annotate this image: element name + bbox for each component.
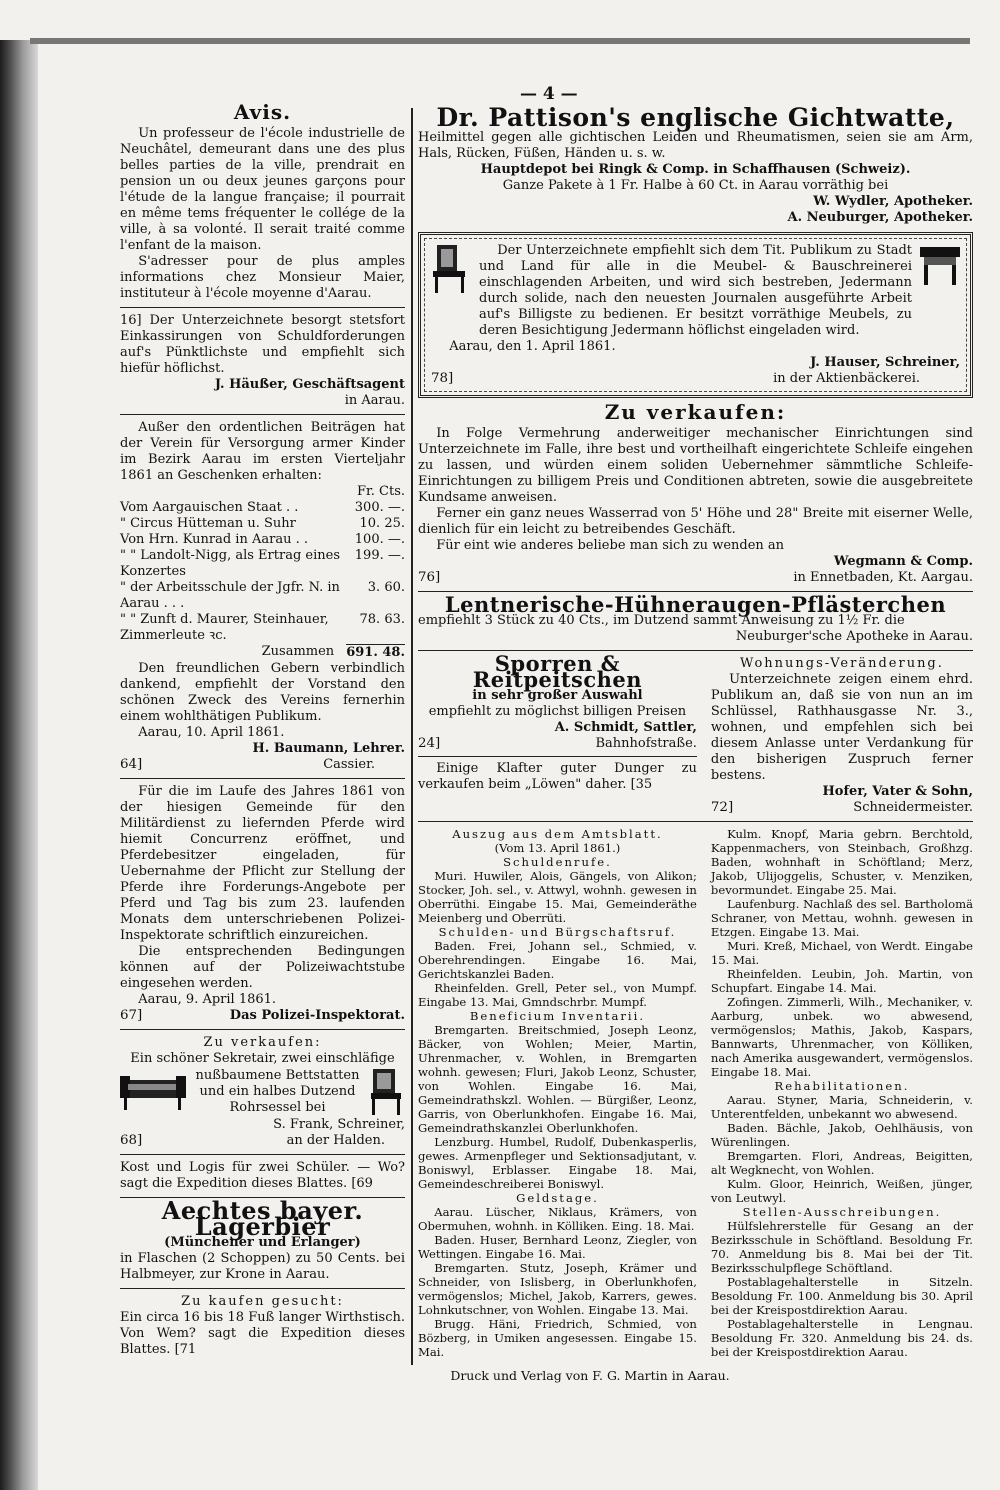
polizei-text: Für die im Laufe des Jahres 1861 von der hiesigen Gemeinde für den Militärdienst zu liefernden Pferde wird hiemit Concurrenz eröffnet, und Pferdebesitzer eingeladen, für Uebernahme der Pflicht zur Stellung der Pferde ihre Forderungs-Angebote per Pferd und Tag bis zum 23. laufenden Monats dem unterschriebenen Polizei-Inspektorate schriftlich einzureichen.	[120, 784, 405, 943]
verkaufen-line: Ein schöner Sekretair, zwei einschläfige	[130, 1051, 395, 1066]
right-column	[418, 103, 973, 1359]
sporren-sub: in sehr großer Auswahl	[472, 688, 643, 703]
kost-text: Kost und Logis für zwei Schüler. — Wo? sagt die Expedition dieses Blattes. [69	[120, 1160, 405, 1191]
lagerbier-text: in Flaschen (2 Schoppen) zu 50 Cents. bei Halbmeyer, zur Krone in Aarau.	[120, 1251, 405, 1282]
table-row: " " Zunft d. Maurer, Steinhauer, Zimmerleute ꝛc. 78. 63.	[120, 612, 405, 643]
schleife-place: in Ennetbaden, Kt. Aargau.	[793, 570, 973, 585]
avis-title: Avis.	[233, 100, 292, 124]
verein-date: Aarau, 10. April 1861.	[138, 725, 285, 740]
wohnung-text: Unterzeichnete zeigen einem ehrd. Publikum an, daß sie von nun an im Schlüssel, Rathhausgasse Nr. 3., wohnen, und empfehlen sich bei diesem Anlasse unter Verdankung für den bisherigen Zuspruch ferner bestens.	[710, 672, 973, 783]
section-heading: Stellen-Ausschreibungen.	[742, 1205, 942, 1219]
notice: Lenzburg. Humbel, Rudolf, Dubenkasperlis, gewes. Armenpfleger und Sektionsadjutant, v. Boniswyl, Erblasser. Eingabe 18. Mai, Gemeindeschreiberei Boniswyl.	[418, 1135, 697, 1191]
table-row: " Circus Hütteman u. Suhr 10. 25.	[120, 516, 405, 531]
lagerbier-title: Aechtes bayer. Lagerbier	[161, 1196, 364, 1241]
huehner-text: empfiehlt 3 Stück zu 40 Cts., im Dutzend sammt Anweisung zu 1½ Fr. die	[418, 613, 905, 628]
polizei-date: Aarau, 9. April 1861.	[138, 992, 277, 1007]
notice: Rheinfelden. Grell, Peter sel., von Mumpf. Eingabe 13. Mai, Gmndschrbr. Mumpf.	[418, 981, 697, 1009]
pattison-title: Dr. Pattison's englische Gichtwatte,	[436, 103, 955, 132]
sofa-icon	[120, 1070, 186, 1114]
gesucht-title: Zu kaufen gesucht:	[181, 1294, 344, 1309]
avis-text: Un professeur de l'école industrielle de Neuchâtel, demeurant dans une des plus belles parties de la ville, prendrait en pension un ou deux jeunes garçons pour l'étude de la langue française; il pourrait en même tems fréquenter le collége de la ville, à sa volonté. Il serait traité comme l'enfant de la maison.	[120, 126, 405, 253]
table-row: " " Landolt-Nigg, als Ertrag eines Konzertes 199. —.	[120, 548, 405, 579]
ad16-signature: J. Häußer, Geschäftsagent	[214, 377, 405, 392]
column-divider	[411, 108, 413, 1365]
polizei-text-2: Die entsprechenden Bedingungen können auf der Polizeiwachtstube eingesehen werden.	[120, 944, 405, 991]
ad-number: 76]	[418, 570, 441, 585]
schleife-text: In Folge Vermehrung anderweitiger mechanischer Einrichtungen sind Unterzeichnete im Falle, ihre best und vortheilhaft eingerichtete Schleife eingehen zu lassen, und würden einem soliden Uebernehmer sämmtliche Schleife-Einrichtungen zu billigem Preis und Conditionen abtreten, sowie die ausgebreitete Kundsame anweisen.	[418, 426, 973, 505]
sporren-text: empfiehlt zu möglichst billigen Preisen	[428, 704, 687, 719]
notice: Bremgarten. Flori, Andreas, Beigitten, alt Wegknecht, von Wohlen.	[710, 1149, 973, 1177]
chair-icon	[431, 243, 471, 295]
verkaufen-signature: S. Frank, Schreiner,	[273, 1117, 405, 1132]
ad-number: 67]	[120, 1008, 143, 1023]
verkaufen-place: an der Halden.	[286, 1133, 385, 1148]
notice: Hülfslehrerstelle für Gesang an der Bezirksschule in Schöftland. Besoldung Fr. 70. Anmeldung bis 8. Mai bei der Tit. Bezirksschulpflege Schöftland.	[710, 1219, 973, 1275]
ad16-text: 16] Der Unterzeichnete besorgt stetsfort Einkassirungen von Schuldforderungen auf's Pünktlichste und empfiehlt sich hiefür höflichst.	[120, 313, 405, 376]
table-row: Von Hrn. Kunrad in Aarau . . 100. —.	[120, 532, 405, 547]
ad-number: 78]	[431, 371, 454, 386]
ad-number: 64]	[120, 757, 143, 772]
verein-unit: Fr. Cts.	[356, 484, 405, 499]
pattison-sig-2: A. Neuburger, Apotheker.	[787, 210, 973, 225]
lagerbier-sub: (Münchener und Erlanger)	[164, 1235, 361, 1250]
section-heading: Geldstage.	[516, 1191, 599, 1205]
amtsblatt-title: Auszug aus dem Amtsblatt.	[452, 827, 663, 841]
ad16-place: in Aarau.	[344, 393, 405, 408]
notice: Zofingen. Zimmerli, Wilh., Mechaniker, v. Aarburg, unbek. wo abwesend, vermögenslos; Mathis, Jakob, Kaspars, Bannwarts, Uhrenmacher, von Kölliken, nach Amerika ausgewandert, vermögenslos. Eingabe 18. Mai.	[710, 995, 973, 1079]
pattison-text: Heilmittel gegen alle gichtischen Leiden und Rheumatismen, seien sie am Arm, Hals, Rücken, Füßen, Händen u. s. w.	[418, 130, 973, 161]
table-icon	[920, 243, 960, 287]
imprint-footer: Druck und Verlag von F. G. Martin in Aarau.	[450, 1368, 730, 1383]
notice: Laufenburg. Nachlaß des sel. Bartholomä Schraner, von Mettau, wohnh. gewesen in Etzgen. Eingabe 13. Mai.	[710, 897, 973, 939]
avis-text-2: S'adresser pour de plus amples informations chez Monsieur Maier, instituteur à l'école moyenne d'Aarau.	[120, 254, 405, 301]
notice: Baden. Bächle, Jakob, Oehlhäusis, von Würenlingen.	[710, 1121, 973, 1149]
wohnung-role: Schneidermeister.	[853, 800, 973, 815]
pattison-sig-1: W. Wydler, Apotheker.	[813, 194, 973, 209]
notice: Bremgarten. Stutz, Joseph, Krämer und Schneider, von Islisberg, in Oberlunkhofen, vermögenslos; Michel, Jakob, Karrers, gewes. Lohnkutschner, von Wohlen. Eingabe 13. Mai.	[418, 1261, 697, 1317]
notice: Muri. Kreß, Michael, von Werdt. Eingabe 15. Mai.	[710, 939, 973, 967]
notice: Aarau. Lüscher, Niklaus, Krämers, von Obermuhen, wohnh. in Kölliken. Eing. 18. Mai.	[418, 1205, 697, 1233]
section-heading: Schulden- und Bürgschaftsruf.	[438, 925, 677, 939]
table-row: Vom Aargauischen Staat . . 300. —.	[120, 500, 405, 515]
notice: Rheinfelden. Leubin, Joh. Martin, von Schupfart. Eingabe 14. Mai.	[710, 967, 973, 995]
verein-signature: H. Baumann, Lehrer.	[252, 741, 405, 756]
verein-role: Cassier.	[323, 757, 375, 772]
sporren-place: Bahnhofstraße.	[595, 736, 697, 751]
dunger-text: Einige Klafter guter Dunger zu verkaufen beim „Löwen" daher. [35	[418, 761, 697, 792]
page-edge	[30, 38, 970, 44]
schleife-text-2: Ferner ein ganz neues Wasserrad von 5' Höhe und 28" Breite mit eiserner Welle, dienlich für ein leicht zu betreibendes Geschäft.	[418, 506, 973, 537]
table-row: " der Arbeitsschule der Jgfr. N. in Aarau . . . 3. 60.	[120, 580, 405, 611]
ad-number: 24]	[418, 736, 441, 751]
notice: Kulm. Gloor, Heinrich, Weißen, jünger, von Leutwyl.	[710, 1177, 973, 1205]
verkaufen-title: Zu verkaufen:	[203, 1035, 322, 1050]
notice: Brugg. Häni, Friedrich, Schmied, von Bözberg, in Umiken angesessen. Eingabe 15. Mai.	[418, 1317, 697, 1359]
book-spine	[0, 40, 38, 1490]
notice: Postablagehalterstelle in Lengnau. Besoldung Fr. 320. Anmeldung bis 24. ds. bei der Kreispostdirektion Aarau.	[710, 1317, 973, 1359]
sporren-signature: A. Schmidt, Sattler,	[554, 720, 697, 735]
gesucht-text: Ein circa 16 bis 18 Fuß langer Wirthstisch. Von Wem? sagt die Expedition dieses Blattes. [71	[120, 1310, 405, 1357]
huehner-signature: Neuburger'sche Apotheke in Aarau.	[735, 629, 973, 644]
amtsblatt-date: (Vom 13. April 1861.)	[494, 841, 621, 855]
wohnung-signature: Hofer, Vater & Sohn,	[822, 784, 973, 799]
hauser-text: Der Unterzeichnete empfiehlt sich dem Tit. Publikum zu Stadt und Land für alle in die Meubel- & Bauschreinerei einschlagenden Arbeiten, und wird sich bestreben, Jedermann durch solide, nach den neuesten Journalen ausgeführte Arbeit auf's Billigste zu bedienen. Er besitzt vorräthige Meubels, zu deren Besichtigung Jedermann höflichst eingeladen wird.	[479, 243, 912, 338]
huehner-title: Lentnerische-Hühneraugen-Pflästerchen	[444, 592, 947, 617]
hauser-place: in der Aktienbäckerei.	[773, 371, 920, 386]
chair-icon	[369, 1067, 405, 1117]
notice: Baden. Huser, Bernhard Leonz, Ziegler, von Wettingen. Eingabe 16. Mai.	[418, 1233, 697, 1261]
page-number: — 4 —	[520, 84, 578, 104]
section-heading: Beneficium Inventarii.	[469, 1009, 646, 1023]
notice: Aarau. Styner, Maria, Schneiderin, v. Unterentfelden, unbekannt wo abwesend.	[710, 1093, 973, 1121]
show-through-text	[50, 100, 118, 1370]
hauser-date: Aarau, den 1. April 1861.	[449, 339, 616, 354]
verkaufen-text: nußbaumene Bettstatten und ein halbes Dutzend Rohrsessel bei	[195, 1068, 360, 1115]
schleife-text-3: Für eint wie anderes beliebe man sich zu wenden an	[436, 538, 785, 553]
left-column	[120, 100, 405, 1358]
sporren-title: Sporren & Reitpeitschen	[472, 651, 643, 692]
pattison-prices: Ganze Pakete à 1 Fr. Halbe à 60 Ct. in Aarau vorräthig bei	[502, 178, 889, 193]
schleife-signature: Wegmann & Comp.	[833, 554, 973, 569]
donation-table	[120, 500, 405, 661]
section-heading: Rehabilitationen.	[774, 1079, 910, 1093]
ad-number: 68]	[120, 1133, 143, 1148]
wohnung-title: Wohnungs-Veränderung.	[740, 656, 944, 671]
section-heading: Schuldenrufe.	[503, 855, 612, 869]
pattison-depot: Hauptdepot bei Ringk & Comp. in Schaffhausen (Schweiz).	[480, 162, 911, 177]
notice: Kulm. Knopf, Maria gebrn. Berchtold, Kappenmachers, von Steinbach, Großhzg. Baden, wohnhaft in Schöftland; Merz, Jakob, Ulijoggelis, Schuster, v. Menziken, bevormundet. Eingabe 25. Mai.	[710, 827, 973, 897]
verein-intro: Außer den ordentlichen Beiträgen hat der Verein für Versorgung armer Kinder im Bezirk Aarau im ersten Vierteljahr 1861 an Geschenken erhalten:	[120, 420, 405, 483]
notice: Bremgarten. Breitschmied, Joseph Leonz, Bäcker, von Wohlen; Meier, Martin, Uhrenmacher, v. Wohlen, in Bremgarten wohnh. gewesen; Fluri, Jakob Leonz, Schuster, von Wohlen. Eingabe 16. Mai, Gemeindrathskzl. Wohlen. — Bürgißer, Leonz, Garris, von Oberlunkhofen. Eingabe 16. Mai, Gemeindrathskanzlei Oberlunkhofen.	[418, 1023, 697, 1135]
ad-number: 72]	[710, 800, 734, 815]
notice: Muri. Huwiler, Alois, Gängels, von Alikon; Stocker, Joh. sel., v. Attwyl, wohnh. gewesen in Oberrüthi. Eingabe 15. Mai, Gemeinderäthe Meienberg und Oberrüti.	[418, 869, 697, 925]
hauser-ad-frame	[418, 232, 973, 398]
notice: Postablagehalterstelle in Sitzeln. Besoldung Fr. 100. Anmeldung bis 30. April bei der Kreispostdirektion Aarau.	[710, 1275, 973, 1317]
polizei-signature: Das Polizei-Inspektorat.	[229, 1008, 405, 1023]
schleife-title: Zu verkaufen:	[604, 400, 787, 424]
table-total: Zusammen 691. 48.	[261, 644, 405, 660]
verein-thanks: Den freundlichen Gebern verbindlich dankend, empfiehlt der Vorstand den schönen Zweck des Vereins fernerhin einem wohlthätigen Publikum.	[120, 661, 405, 724]
amtsblatt-section	[418, 827, 973, 1359]
hauser-signature: J. Hauser, Schreiner,	[810, 355, 960, 370]
notice: Baden. Frei, Johann sel., Schmied, v. Oberehrendingen. Eingabe 16. Mai, Gerichtskanzlei Baden.	[418, 939, 697, 981]
